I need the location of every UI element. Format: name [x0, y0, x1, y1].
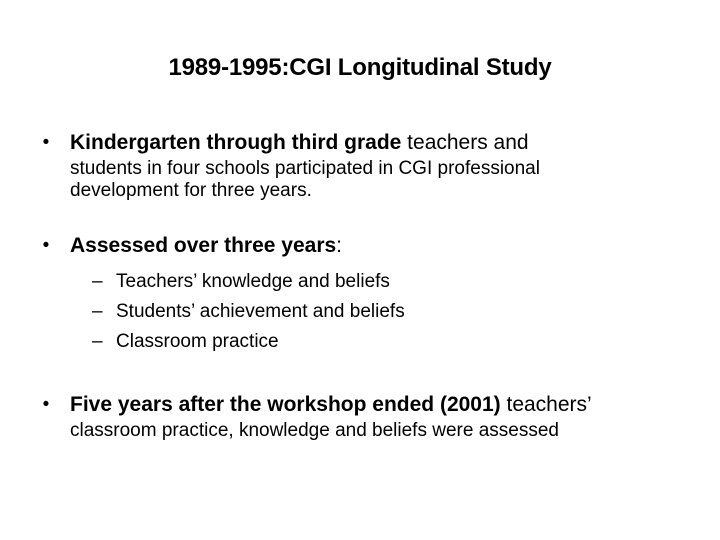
- bullet-bold-text: Five years after the workshop ended (2001): [70, 393, 501, 416]
- slide-title: 1989-1995:CGI Longitudinal Study: [168, 54, 552, 81]
- dash-icon: –: [92, 271, 103, 292]
- sub-item-text: Students’ achievement and beliefs: [116, 301, 405, 322]
- sub-item-teachers: [92, 267, 696, 297]
- sub-list: [36, 267, 696, 357]
- bullet-dot-icon: •: [42, 235, 50, 256]
- bullet-continuation-line: students in four schools participated in CGI professional: [70, 158, 540, 179]
- bullet-continuation-line: development for three years.: [70, 180, 312, 201]
- bullet-line: [36, 128, 696, 158]
- dash-icon: –: [92, 301, 103, 322]
- bullet-line: [36, 231, 696, 261]
- sub-item-students: [92, 297, 696, 327]
- bullet-dot-icon: •: [42, 394, 50, 415]
- bullet-text: teachers and: [401, 131, 529, 154]
- sub-item-classroom: [92, 327, 696, 357]
- bullet-assessed: [36, 231, 696, 357]
- dash-icon: –: [92, 331, 103, 352]
- bullet-continuation-line: classroom practice, knowledge and beliefs were assessed: [70, 420, 559, 441]
- sub-item-text: Teachers’ knowledge and beliefs: [116, 271, 390, 292]
- bullet-line: [36, 390, 696, 420]
- bullet-text: teachers’: [500, 393, 592, 416]
- bullet-text: :: [336, 234, 343, 257]
- bullet-kindergarten: [36, 128, 696, 202]
- bullet-bold-text: Assessed over three years: [70, 234, 337, 257]
- bullet-dot-icon: •: [42, 132, 50, 153]
- bullet-bold-text: Kindergarten through third grade: [70, 131, 402, 154]
- bullet-five-years: [36, 390, 696, 442]
- sub-item-text: Classroom practice: [116, 331, 279, 352]
